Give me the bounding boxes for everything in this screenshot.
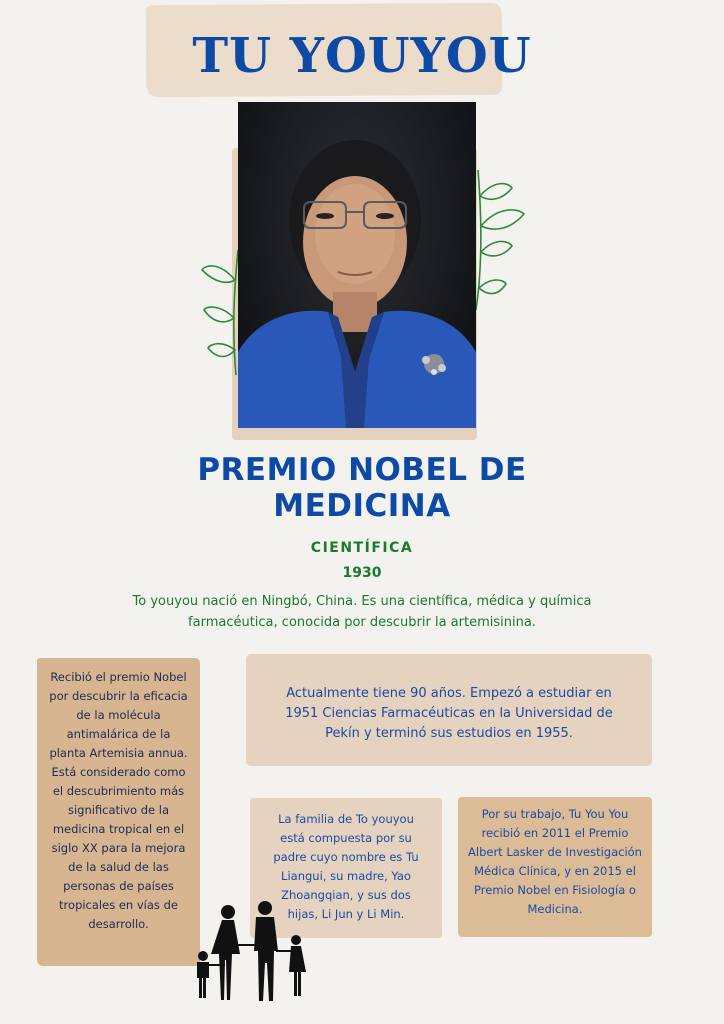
page-title: TU YOUYOU <box>192 28 532 84</box>
award-heading-line2: MEDICINA <box>273 488 451 524</box>
awards-box: Por su trabajo, Tu You You recibió en 2011 el Premio Albert Lasker de Investigación Médica Clínica, y en 2015 el Premio Nobel en Fisiología o Medicina. <box>458 797 652 937</box>
nobel-discovery-box: Recibió el premio Nobel por descubrir la eficacia de la molécula antimalárica de la planta Artemisia annua. Está considerado como el descubrimiento más significativo de la medicina tropical en el siglo XX para la mejora de la salud de las personas de países tropicales en vías de desarrollo. <box>37 658 200 966</box>
portrait-illustration <box>238 102 476 428</box>
family-box: La familia de To youyou está compuesta por su padre cuyo nombre es Tu Liangui, su madre, Yao Zhoangqian, y sus dos hijas, Li Jun y Li Min. <box>250 798 442 938</box>
birth-year: 1930 <box>342 565 382 581</box>
intro-paragraph: To youyou nació en Ningbó, China. Es una científica, médica y química farmacéutica, conocida por descubrir la artemisinina. <box>132 594 592 630</box>
profession-label: CIENTÍFICA <box>310 540 414 556</box>
education-box: Actualmente tiene 90 años. Empezó a estudiar en 1951 Ciencias Farmacéuticas en la Universidad de Pekín y terminó sus estudios en 1955. <box>246 654 652 766</box>
family-silhouette-icon <box>190 898 312 1006</box>
award-heading-line1: PREMIO NOBEL DE <box>197 452 527 488</box>
award-heading <box>0 452 724 524</box>
leaf-branch-icon <box>468 160 528 320</box>
portrait-photo <box>238 102 476 428</box>
